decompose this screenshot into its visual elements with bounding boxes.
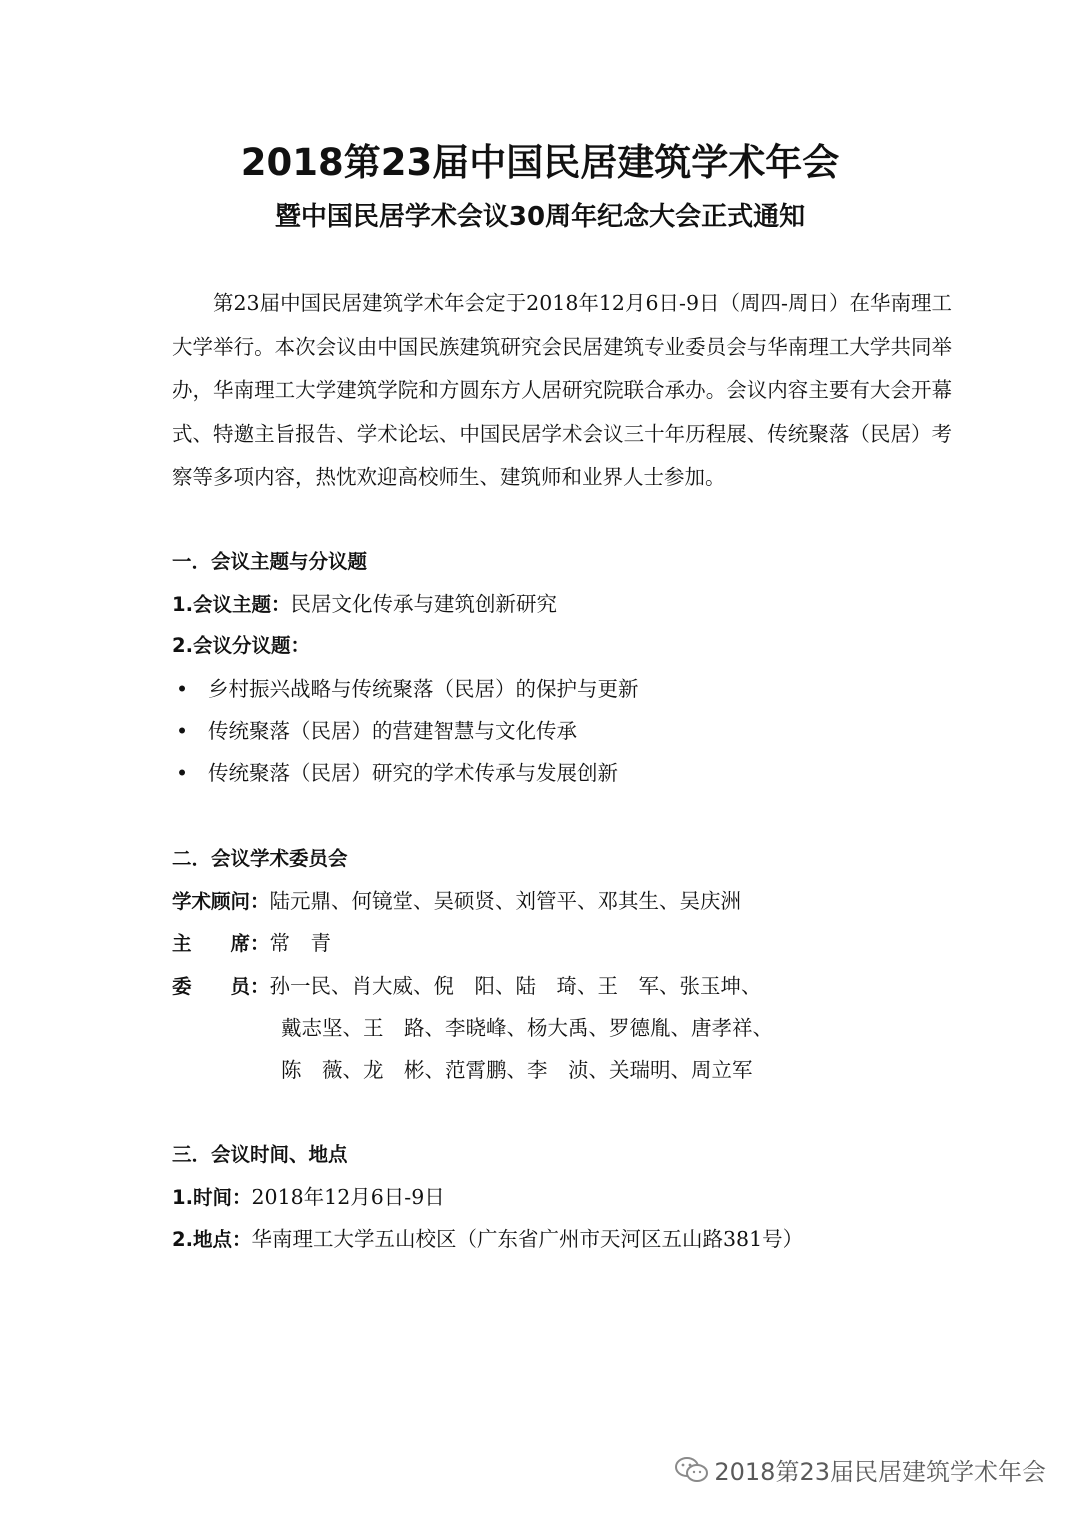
section2-heading: 二．会议学术委员会 — [172, 847, 348, 870]
bullet-icon: • — [176, 761, 189, 785]
place-line — [172, 1225, 803, 1254]
watermark-text: 2018第23届民居建筑学术年会 — [714, 1458, 1046, 1486]
bullet-icon: • — [176, 677, 189, 701]
time-line — [172, 1183, 445, 1212]
members-line — [172, 972, 762, 1001]
theme-value: 民居文化传承与建筑创新研究 — [290, 592, 557, 616]
subtopic-text: 传统聚落（民居）研究的学术传承与发展创新 — [208, 761, 618, 785]
subtopics-label: 2.会议分议题： — [172, 634, 310, 657]
document-subtitle: 暨中国民居学术会议30周年纪念大会正式通知 — [274, 202, 806, 232]
advisors-line — [172, 887, 741, 916]
theme-label: 1.会议主题： — [172, 593, 291, 616]
chair-value: 常 青 — [269, 931, 332, 955]
chair-line — [172, 929, 331, 958]
place-value: 华南理工大学五山校区（广东省广州市天河区五山路381号） — [251, 1227, 804, 1251]
section1-heading: 一．会议主题与分议题 — [172, 550, 368, 573]
subtopic-text: 乡村振兴战略与传统聚落（民居）的保护与更新 — [208, 677, 639, 701]
theme-line — [172, 590, 557, 619]
subtopic-text: 传统聚落（民居）的营建智慧与文化传承 — [208, 719, 577, 743]
wechat-icon — [674, 1456, 710, 1484]
members-continuation: 戴志坚、王 路、李晓峰、杨大禹、罗德胤、唐孝祥、 — [281, 1016, 773, 1040]
place-label: 2.地点： — [172, 1228, 252, 1251]
time-value: 2018年12月6日-9日 — [251, 1185, 445, 1209]
members-label: 委 员： — [172, 975, 270, 998]
section3-heading: 三．会议时间、地点 — [172, 1143, 348, 1166]
subtopic-item — [172, 717, 577, 745]
members-continuation: 陈 薇、龙 彬、范霄鹏、李 浈、关瑞明、周立军 — [281, 1058, 753, 1082]
advisors-label: 学术顾问： — [172, 890, 270, 913]
members-value: 孙一民、肖大威、倪 阳、陆 琦、王 军、张玉坤、 — [269, 974, 762, 998]
subtopic-item — [172, 675, 639, 703]
subtopic-item — [172, 759, 618, 787]
document-title: 2018第23届中国民居建筑学术年会 — [240, 141, 840, 184]
chair-label: 主 席： — [172, 932, 270, 955]
intro-text: 第23届中国民居建筑学术年会定于2018年12月6日-9日（周四-周日）在华南理工大学举行。本次会议由中国民族建筑研究会民居建筑专业委员会与华南理工大学共同举办，华南理工大学建筑学院和方圆东方人居研究院联合承办。会议内容主要有大会开幕式、特邀主旨报告、学术论坛、中国民居学术会议三十年历程展、传统聚落（民居）考察等多项内容，热忱欢迎高校师生、建筑师和业界人士参加。 — [172, 291, 952, 489]
advisors-value: 陆元鼎、何镜堂、吴硕贤、刘管平、邓其生、吴庆洲 — [269, 889, 742, 913]
intro-paragraph — [172, 282, 952, 500]
watermark — [674, 1452, 1046, 1487]
time-label: 1.时间： — [172, 1186, 252, 1209]
bullet-icon: • — [176, 719, 189, 743]
